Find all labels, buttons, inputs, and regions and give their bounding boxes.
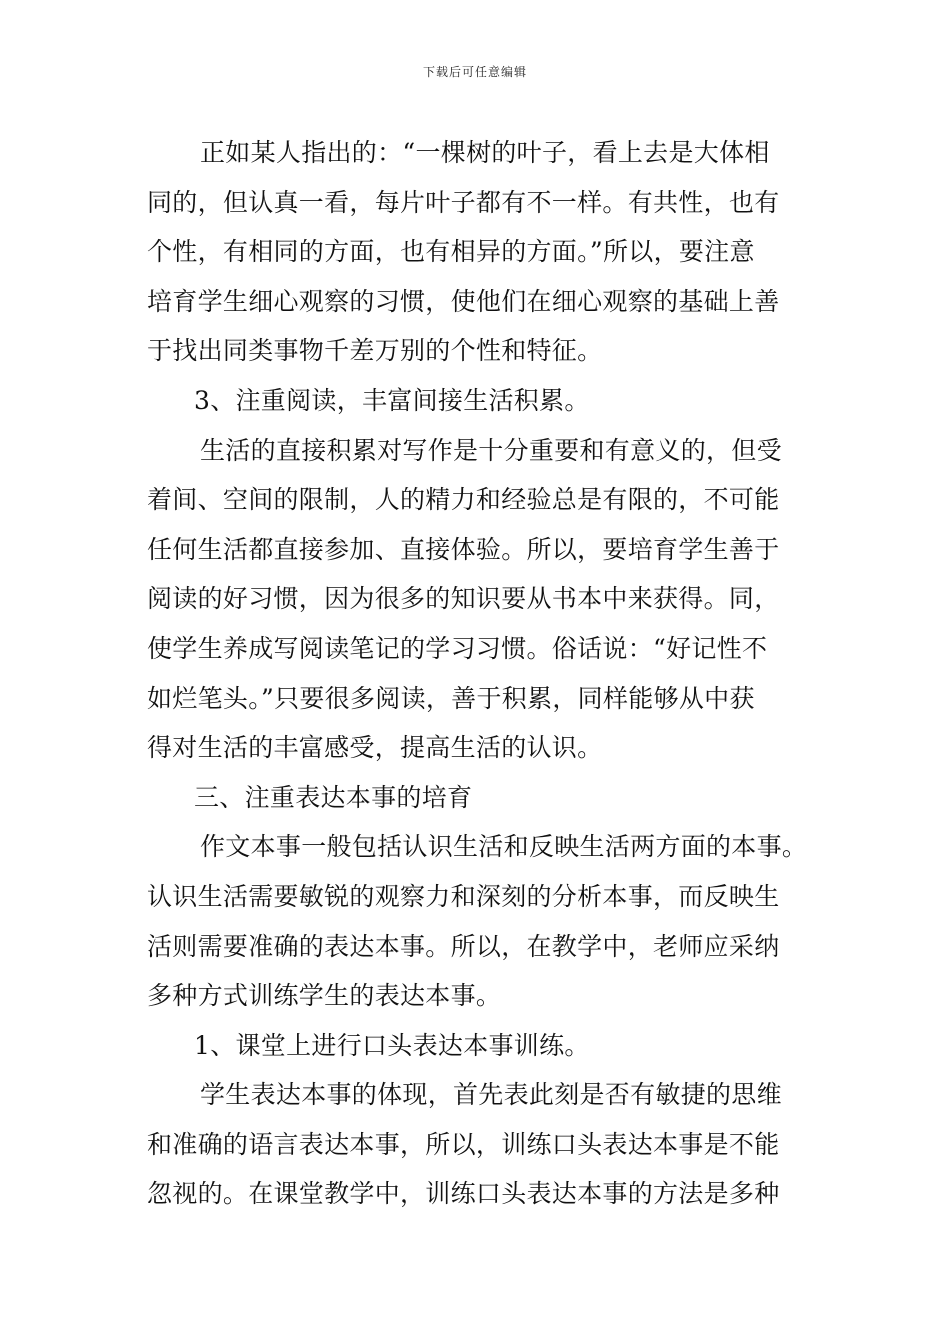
text-line: 得对生活的丰富感受，提高生活的认识。 <box>147 733 603 763</box>
text-line: 忽视的。在课堂教学中，训练口头表达本事的方法是多种 <box>147 1179 780 1209</box>
text-line: 同的，但认真一看，每片叶子都有不一样。有共性，也有 <box>147 187 780 217</box>
text-line: 阅读的好习惯，因为很多的知识要从书本中来获得。同， <box>147 584 780 614</box>
text-line: 使学生养成写阅读笔记的学习习惯。俗话说：“好记性不 <box>147 633 768 663</box>
document-body <box>147 128 817 1219</box>
text-line: 任何生活都直接参加、直接体验。所以，要培育学生善于 <box>147 534 780 564</box>
page-header: 下载后可任意编辑 <box>422 65 527 79</box>
text-line: 于找出同类事物千差万别的个性和特征。 <box>147 336 603 366</box>
section-heading: 三、注重表达本事的培育 <box>194 782 473 812</box>
text-line: 多种方式训练学生的表达本事。 <box>147 981 502 1011</box>
text-line: 着间、空间的限制，人的精力和经验总是有限的，不可能 <box>147 485 780 515</box>
text-line: 培育学生细心观察的习惯，使他们在细心观察的基础上善 <box>147 286 780 316</box>
text-line: 个性，有相同的方面，也有相异的方面。”所以，要注意 <box>147 237 755 267</box>
text-line: 正如某人指出的：“一棵树的叶子，看上去是大体相 <box>200 138 770 167</box>
section-heading: 1、课堂上进行口头表达本事训练。 <box>194 1030 590 1060</box>
text-line: 认识生活需要敏锐的观察力和深刻的分析本事，而反映生 <box>147 881 780 911</box>
text-line: 作文本事一般包括认识生活和反映生活两方面的本事。 <box>200 832 808 862</box>
text-line: 和准确的语言表达本事，所以，训练口头表达本事是不能 <box>147 1129 780 1159</box>
text-line: 生活的直接积累对写作是十分重要和有意义的，但受 <box>200 435 782 465</box>
text-line: 学生表达本事的体现，首先表此刻是否有敏捷的思维 <box>200 1080 782 1110</box>
text-line: 如烂笔头。”只要很多阅读，善于积累，同样能够从中获 <box>147 683 755 713</box>
section-heading: 3、注重阅读，丰富间接生活积累。 <box>194 385 590 415</box>
text-line: 活则需要准确的表达本事。所以，在教学中，老师应采纳 <box>147 931 780 961</box>
